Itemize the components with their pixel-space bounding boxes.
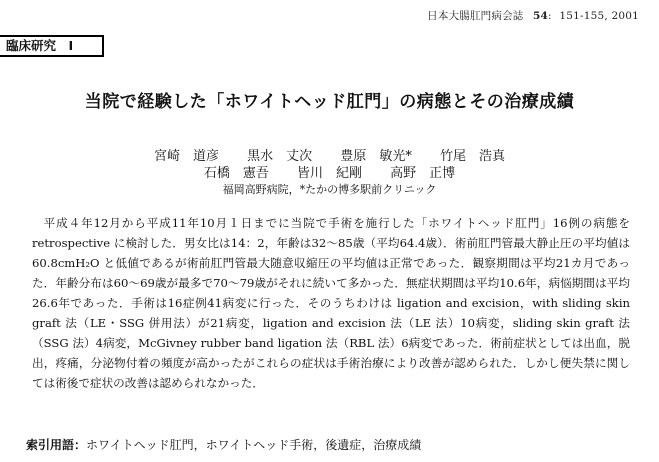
article-title: 当院で経験した「ホワイトヘッド肛門」の病態とその治療成績 <box>84 92 575 112</box>
author-line-2 <box>0 162 659 181</box>
author-name: 石橋 憲吾 <box>203 166 269 181</box>
abstract <box>32 213 630 418</box>
journal-name: 日本大腸肛門病会誌 <box>427 10 524 22</box>
section-label: 臨床研究 Ⅰ <box>0 35 104 57</box>
keywords <box>26 436 421 453</box>
author-name: 宮崎 道彦 <box>154 149 220 164</box>
journal-year: 2001 <box>611 10 639 22</box>
affiliation: 福岡高野病院，*たかの博多駅前クリニック <box>222 183 437 196</box>
author-name: 黒水 丈次 <box>247 149 313 164</box>
keywords-text: ホワイトヘッド肛門，ホワイトヘッド手術，後遺症，治療成績 <box>86 438 422 452</box>
keywords-label: 索引用語： <box>26 438 87 452</box>
author-name: 高野 正博 <box>390 166 456 181</box>
journal-volume: 54 <box>533 10 549 22</box>
abstract-text: 平成４年12月から平成11年10月１日までに当院で手術を施行した「ホワイトヘッド肛門」16例の病態を retrospective に検討した．男女比は14：2，年齢は32〜85歳（平均64.4歳）．術前肛門管最大静止圧の平均値は60.8cmH₂O と低値であるが術前肛門管最大随意収縮圧の平均値は正常であった．観察期間は平均21カ月であった．年齢分布は60〜69歳が最多で70〜79歳がそれに続いて多かった．無症状期間は平均10.6年，病悩期間は平均26.6年であった．手術は16症例41病変に行った．そのうちわけは ligation and excision，with sliding skin graft 法（LE・SSG 併用法）が21病変，ligation and excision 法（LE 法）10病変，sliding skin graft 法（SSG 法）4病変，McGivney rubber band ligation 法（RBL 法）6病変であった．術前症状としては出血，脱出，疼痛，分泌物付着の頻度が高かったがこれらの症状は手術治療により改善が認められた．しかし便失禁に関しては術後で症状の改善は認められなかった． <box>32 216 630 390</box>
author-name: 竹尾 浩真 <box>439 149 505 164</box>
journal-pages: 151-155 <box>559 10 605 22</box>
journal-header: 日本大腸肛門病会誌 54: 151-155, 2001 <box>427 10 639 22</box>
author-name: 皆川 紀剛 <box>296 166 362 181</box>
author-name: 豊原 敏光* <box>340 149 412 164</box>
